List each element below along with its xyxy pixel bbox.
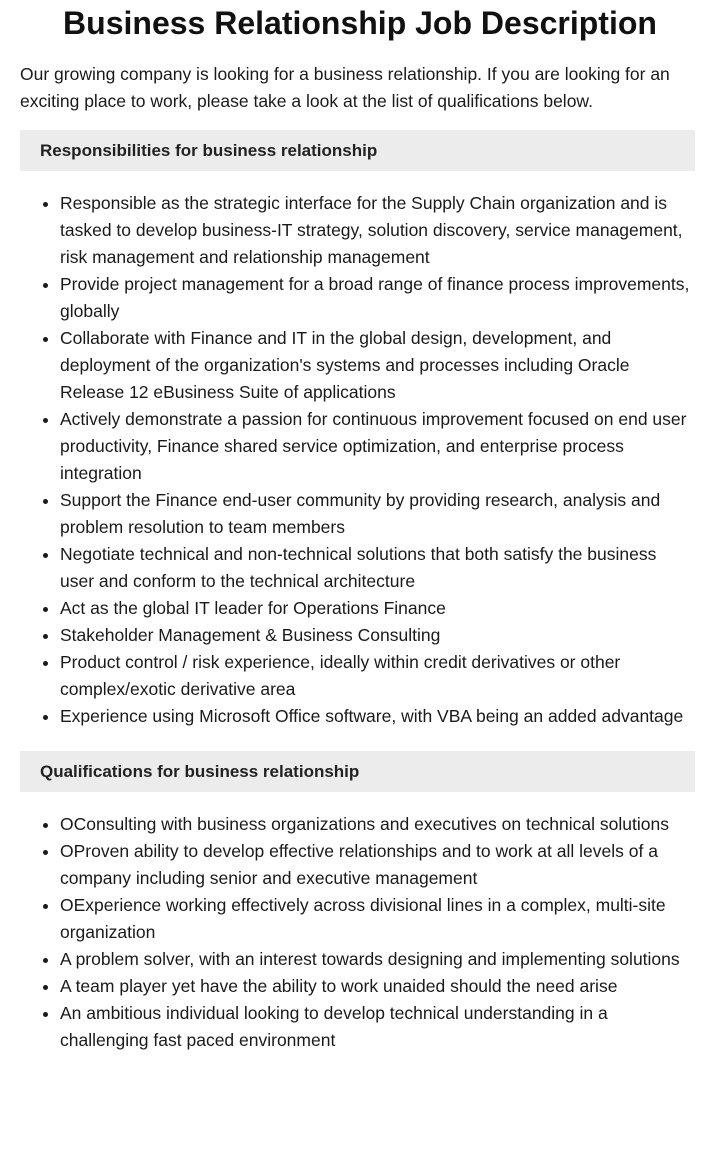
list-item: • An ambitious individual looking to develop technical understanding in a challenging fast paced environment <box>60 1000 695 1054</box>
responsibilities-list <box>20 190 695 730</box>
list-item: • OConsulting with business organizations and executives on technical solutions <box>60 811 695 838</box>
list-item: • Experience using Microsoft Office software, with VBA being an added advantage <box>60 703 695 730</box>
list-item: • Actively demonstrate a passion for continuous improvement focused on end user productivity, Finance shared service optimization, and enterprise process integration <box>60 406 695 487</box>
qualifications-list <box>20 811 695 1054</box>
section-heading: Responsibilities for business relationship <box>20 130 695 171</box>
list-item: • Responsible as the strategic interface for the Supply Chain organization and is tasked to develop business-IT strategy, solution discovery, service management, risk management and relationship management <box>60 190 695 271</box>
list-item: • OExperience working effectively across divisional lines in a complex, multi-site organization <box>60 892 695 946</box>
qualifications-section <box>0 751 720 1054</box>
list-item: • Collaborate with Finance and IT in the global design, development, and deployment of the organization's systems and processes including Oracle Release 12 eBusiness Suite of applications <box>60 325 695 406</box>
page-title: Business Relationship Job Description <box>63 5 657 41</box>
intro-paragraph: Our growing company is looking for a business relationship. If you are looking for an exciting place to work, please take a look at the list of qualifications below. <box>20 64 670 111</box>
list-item: • Product control / risk experience, ideally within credit derivatives or other complex/exotic derivative area <box>60 649 695 703</box>
responsibilities-section <box>0 130 720 730</box>
section-heading: Qualifications for business relationship <box>20 751 695 792</box>
list-item: • Act as the global IT leader for Operations Finance <box>60 595 695 622</box>
list-item: • OProven ability to develop effective relationships and to work at all levels of a company including senior and executive management <box>60 838 695 892</box>
list-item: • A problem solver, with an interest towards designing and implementing solutions <box>60 946 695 973</box>
list-item: • A team player yet have the ability to work unaided should the need arise <box>60 973 695 1000</box>
list-item: • Support the Finance end-user community by providing research, analysis and problem resolution to team members <box>60 487 695 541</box>
list-item: • Negotiate technical and non-technical solutions that both satisfy the business user and conform to the technical architecture <box>60 541 695 595</box>
list-item: • Stakeholder Management & Business Consulting <box>60 622 695 649</box>
list-item: • Provide project management for a broad range of finance process improvements, globally <box>60 271 695 325</box>
